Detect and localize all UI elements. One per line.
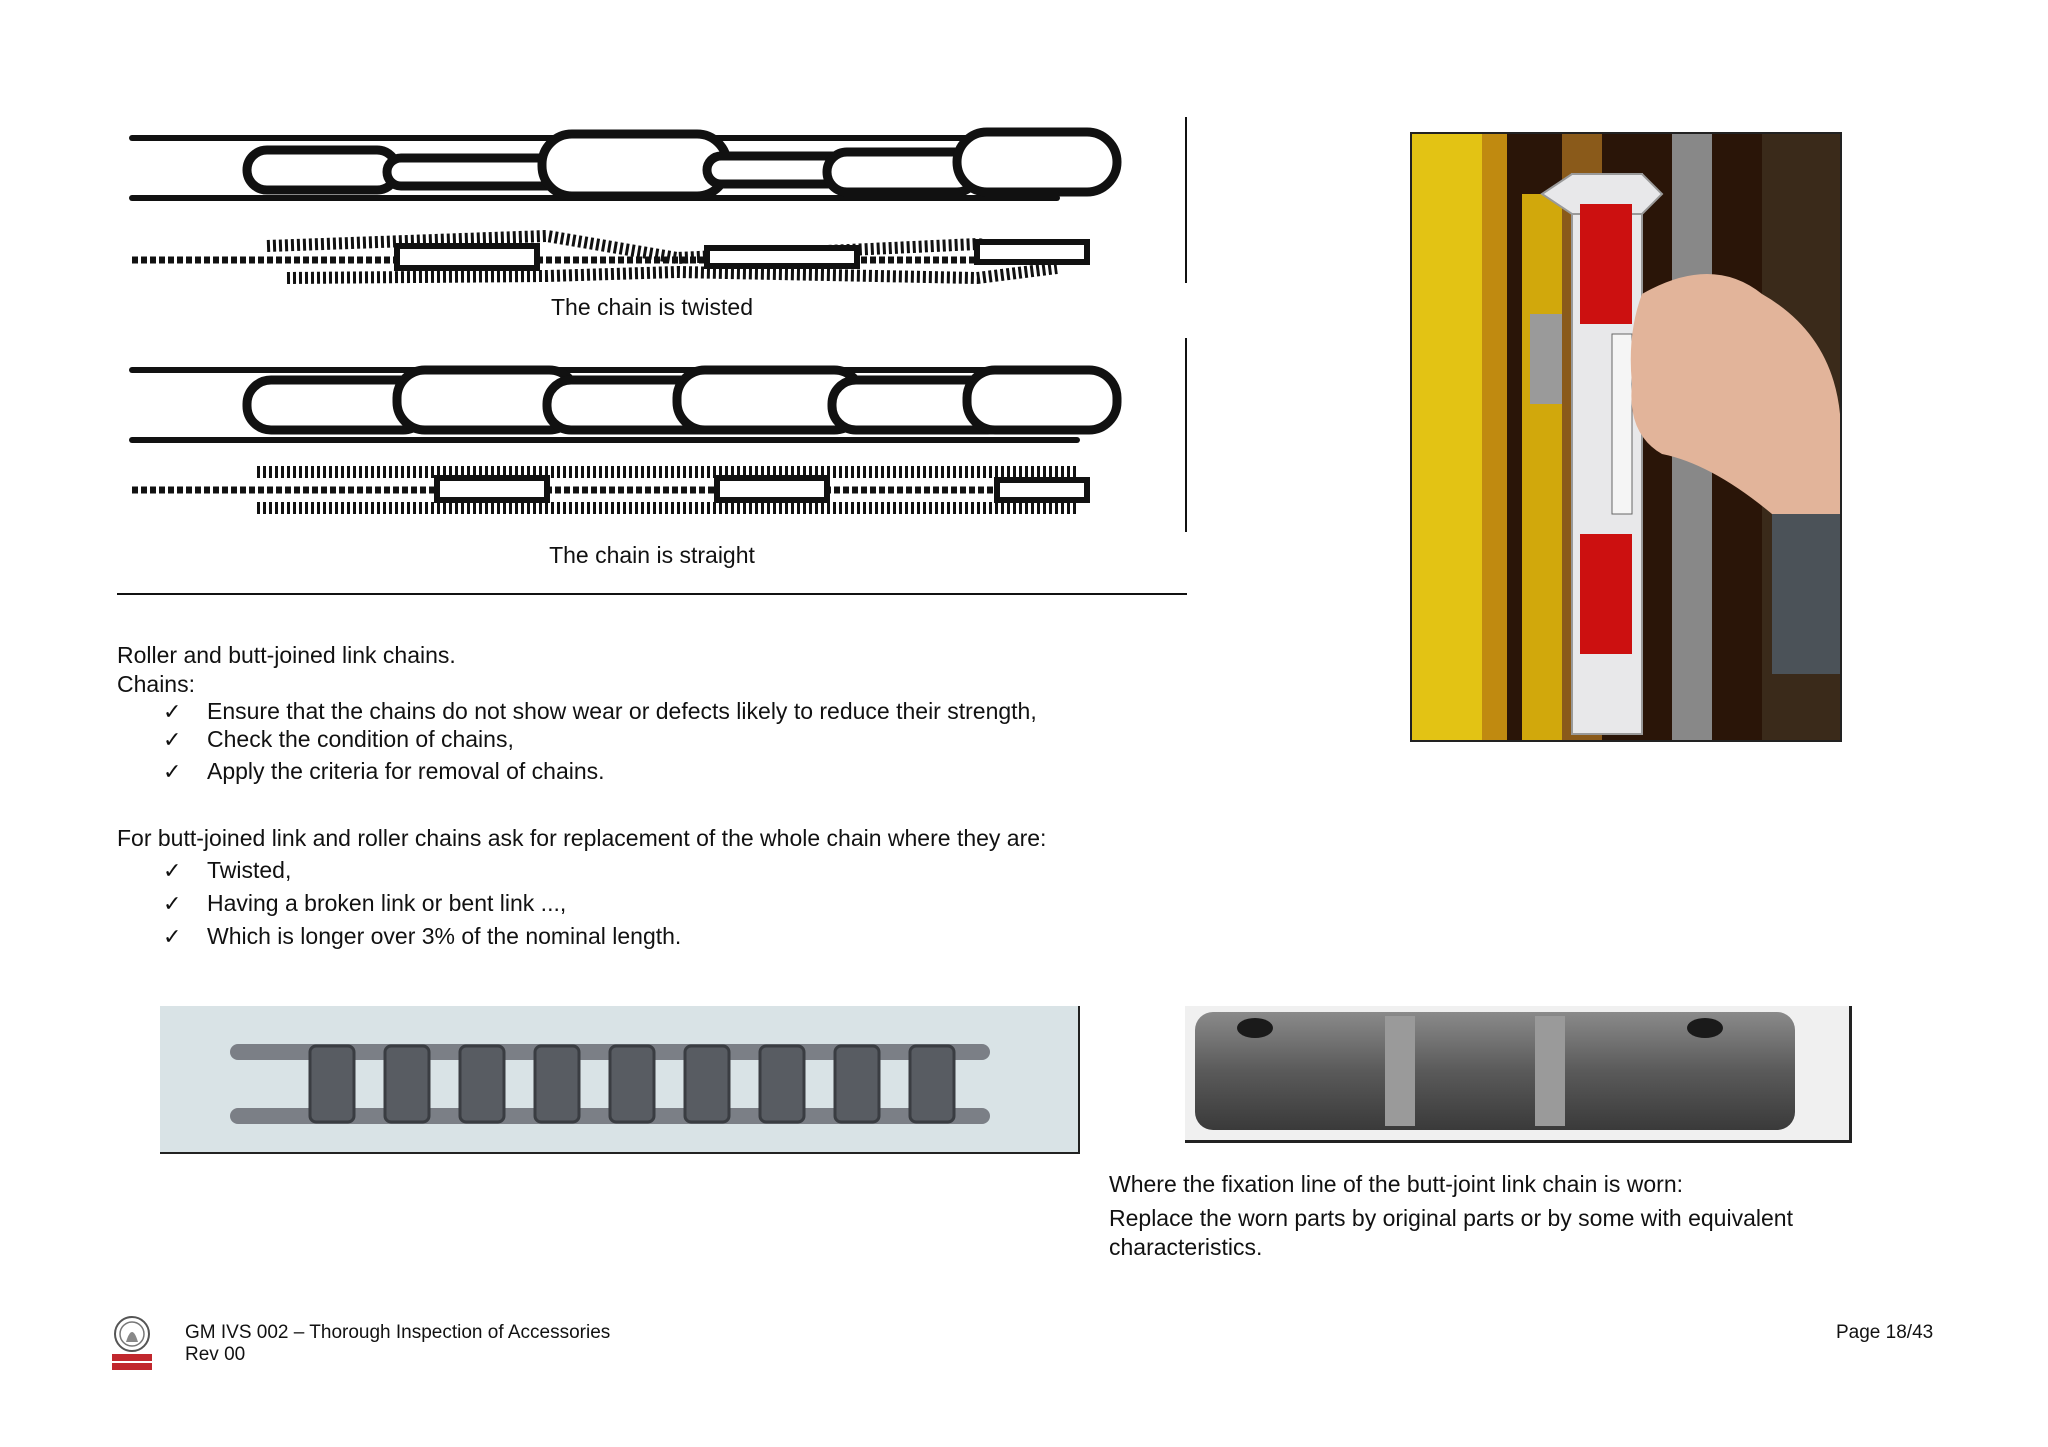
roller-chain-photo — [160, 1006, 1080, 1154]
replacement-checklist — [117, 857, 1117, 956]
footer-doc-title: GM IVS 002 – Thorough Inspection of Accessories — [185, 1322, 611, 1343]
chain-gauge-photo — [1410, 132, 1842, 742]
bureau-veritas-logo — [108, 1314, 156, 1372]
check-mark-icon: ✓ — [163, 727, 182, 752]
list-item — [117, 698, 1117, 726]
check-mark-icon: ✓ — [163, 891, 182, 916]
section-intro-line1: Roller and butt-joined link chains. — [117, 642, 456, 668]
figure-divider-line-2 — [1185, 338, 1187, 532]
worn-note-line2: Replace the worn parts by original parts or by some with equivalent characteristics. — [1109, 1205, 1793, 1260]
twisted-chain-drawing — [117, 118, 1187, 288]
list-item — [117, 726, 1117, 758]
list-item-text: Which is longer over 3% of the nominal length. — [207, 923, 682, 949]
list-item-text: Apply the criteria for removal of chains. — [207, 758, 605, 784]
list-item — [117, 758, 1117, 788]
check-mark-icon: ✓ — [163, 924, 182, 949]
check-mark-icon: ✓ — [163, 699, 182, 724]
list-item — [117, 923, 1117, 956]
list-item-text: Having a broken link or bent link ..., — [207, 890, 567, 916]
figure-divider-line — [1185, 117, 1187, 283]
straight-caption: The chain is straight — [549, 542, 755, 568]
worn-pin-photo — [1185, 1006, 1852, 1143]
worn-note-line1: Where the fixation line of the butt-joint link chain is worn: — [1109, 1171, 1684, 1197]
inspection-checklist — [117, 698, 1117, 788]
straight-chain-drawing — [117, 340, 1187, 530]
section-rule — [117, 593, 1187, 595]
check-mark-icon: ✓ — [163, 858, 182, 883]
footer-revision: Rev 00 — [185, 1344, 246, 1365]
twisted-chain-figure — [117, 118, 1187, 288]
list-item — [117, 890, 1117, 923]
page-number: Page 18/43 — [1836, 1322, 1934, 1343]
list-item-text: Ensure that the chains do not show wear or defects likely to reduce their strength, — [207, 698, 1037, 724]
check-mark-icon: ✓ — [163, 759, 182, 784]
section-intro-line2: Chains: — [117, 671, 195, 697]
list-item-text: Twisted, — [207, 857, 292, 883]
replacement-intro: For butt-joined link and roller chains ask for replacement of the whole chain where they are: — [117, 825, 1047, 851]
list-item-text: Check the condition of chains, — [207, 726, 514, 752]
list-item — [117, 857, 1117, 890]
straight-chain-figure — [117, 340, 1187, 530]
twisted-caption: The chain is twisted — [551, 294, 753, 320]
